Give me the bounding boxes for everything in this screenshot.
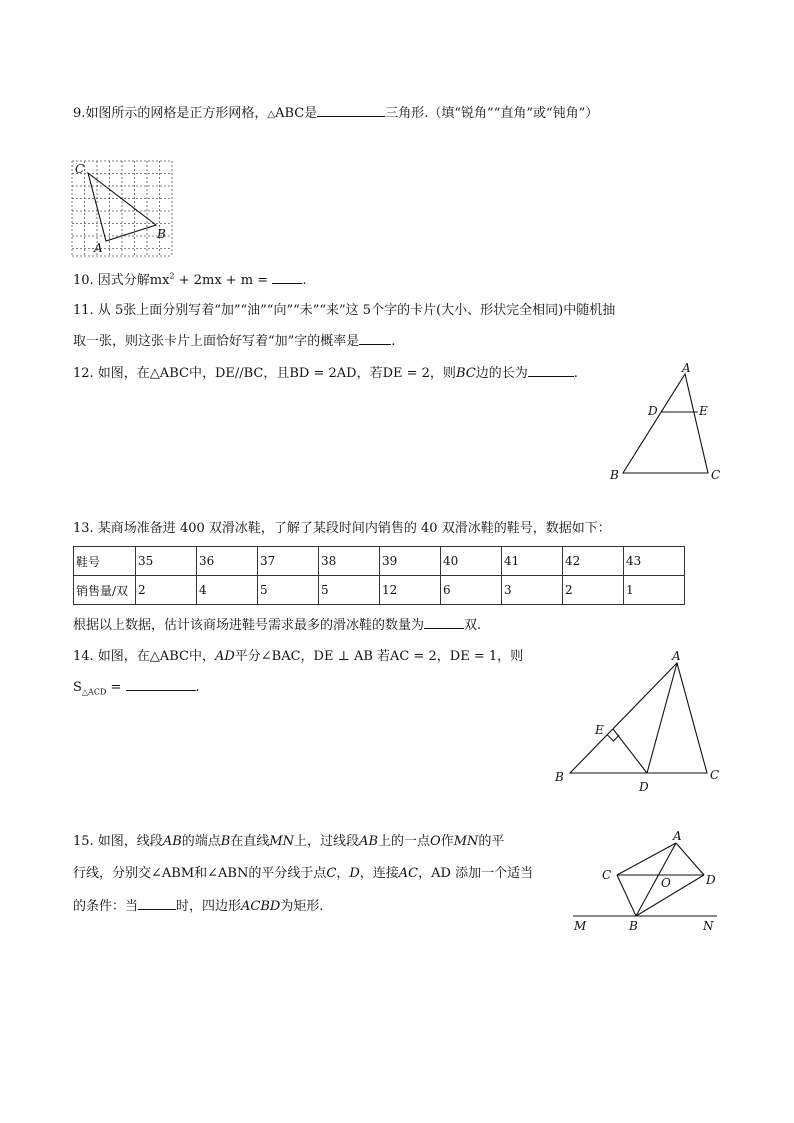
q15-label-c: C (602, 868, 612, 882)
q9-grid-figure (66, 155, 178, 261)
table-cell: 41 (502, 547, 563, 576)
table-cell: 5 (258, 576, 319, 605)
table-row (74, 576, 685, 605)
q15-label-a: A (673, 830, 682, 843)
q15-line2: 行线，分别交∠ABM和∠ABN的平分线于点C，D，连接AC，AD 添加一个适当 (73, 866, 534, 881)
q15-line-cb (617, 875, 636, 916)
shoe-size-table (73, 546, 685, 605)
q15-line-ad (676, 843, 704, 875)
q14-answer-blank[interactable] (126, 678, 196, 691)
q12-label-b: B (610, 468, 619, 482)
q12-label-d: D (648, 404, 658, 418)
q11-line1: 11. 从 5张上面分别写着“加”“油”“向”“未”“来”这 5个字的卡片(大小、形状完全相同)中随机抽 (73, 303, 616, 318)
q14-line2: $S_{\triangle ACD}$ = . (73, 680, 200, 697)
table-cell: 3 (502, 576, 563, 605)
table-cell: 2 (563, 576, 624, 605)
q10-text: 10. 因式分解$mx^2 + 2mx + m$ = . (73, 271, 307, 288)
q14-label-b: B (555, 770, 564, 784)
q15-label-n: N (703, 919, 714, 933)
table-cell: 5 (319, 576, 380, 605)
table-cell: 35 (136, 547, 197, 576)
q9-label-a: A (94, 241, 103, 255)
q10-answer-blank[interactable] (272, 271, 302, 284)
q15-answer-blank[interactable] (138, 897, 176, 910)
q15-label-d: D (706, 873, 716, 887)
q14-label-d: D (639, 780, 649, 794)
table-cell: 40 (441, 547, 502, 576)
q12-text: 12. 如图，在△ABC中，DE//BC，且BD = 2AD，若DE = 2，则BC边的长为 . (73, 366, 578, 381)
q15-label-m: M (574, 919, 587, 933)
table-cell: 43 (624, 547, 685, 576)
table-header-sales: 销售量/双 (74, 576, 136, 605)
table-cell: 4 (197, 576, 258, 605)
table-cell: 37 (258, 547, 319, 576)
q14-figure (550, 645, 730, 795)
q12-label-a: A (682, 361, 691, 375)
table-row (74, 547, 685, 576)
table-cell: 42 (563, 547, 624, 576)
q14-line1: 14. 如图，在△ABC中，AD平分∠BAC，DE ⊥ AB 若AC = 2，DE = 1，则 (73, 649, 524, 664)
table-cell: 2 (136, 576, 197, 605)
q13-answer-blank[interactable] (424, 616, 464, 629)
table-cell: 1 (624, 576, 685, 605)
table-cell: 6 (441, 576, 502, 605)
table-cell: 12 (380, 576, 441, 605)
q15-label-o: O (661, 876, 671, 890)
table-cell: 38 (319, 547, 380, 576)
q13-intro: 13. 某商场准备进 400 双滑冰鞋，了解了某段时间内销售的 40 双滑冰鞋的鞋号，数据如下： (73, 521, 611, 536)
q15-label-b: B (629, 919, 638, 933)
table-cell: 39 (380, 547, 441, 576)
q9-label-b: B (157, 227, 166, 241)
q9-label-c: C (75, 162, 85, 176)
table-header-size: 鞋号 (74, 547, 136, 576)
q12-answer-blank[interactable] (528, 364, 574, 377)
q15-line3: 的条件：当 时，四边形ACBD为矩形. (73, 899, 324, 914)
q9-text: 9.如图所示的网格是正方形网格，△ABC是 三角形.（填“锐角”“直角”或“钝角”） (73, 106, 599, 121)
q11-line2: 取一张，则这张卡片上面恰好写着“加”字的概率是 . (73, 334, 396, 349)
q14-right-angle-mark (607, 735, 619, 741)
q14-label-e: E (595, 723, 604, 737)
table-cell: 36 (197, 547, 258, 576)
q15-line1: 15. 如图，线段AB的端点B在直线MN上，过线段AB上的一点O作MN的平 (73, 834, 505, 849)
q15-figure (565, 830, 735, 940)
q11-answer-blank[interactable] (359, 332, 391, 345)
q14-line-ad (647, 663, 677, 773)
q12-label-c: C (711, 468, 721, 482)
q12-figure (605, 360, 730, 485)
q12-label-e: E (699, 404, 708, 418)
q13-question: 根据以上数据，估计该商场进鞋号需求最多的滑冰鞋的数量为 双. (73, 618, 482, 633)
q14-label-c: C (710, 768, 720, 782)
q9-answer-blank[interactable] (317, 104, 385, 117)
q14-label-a: A (672, 649, 681, 663)
